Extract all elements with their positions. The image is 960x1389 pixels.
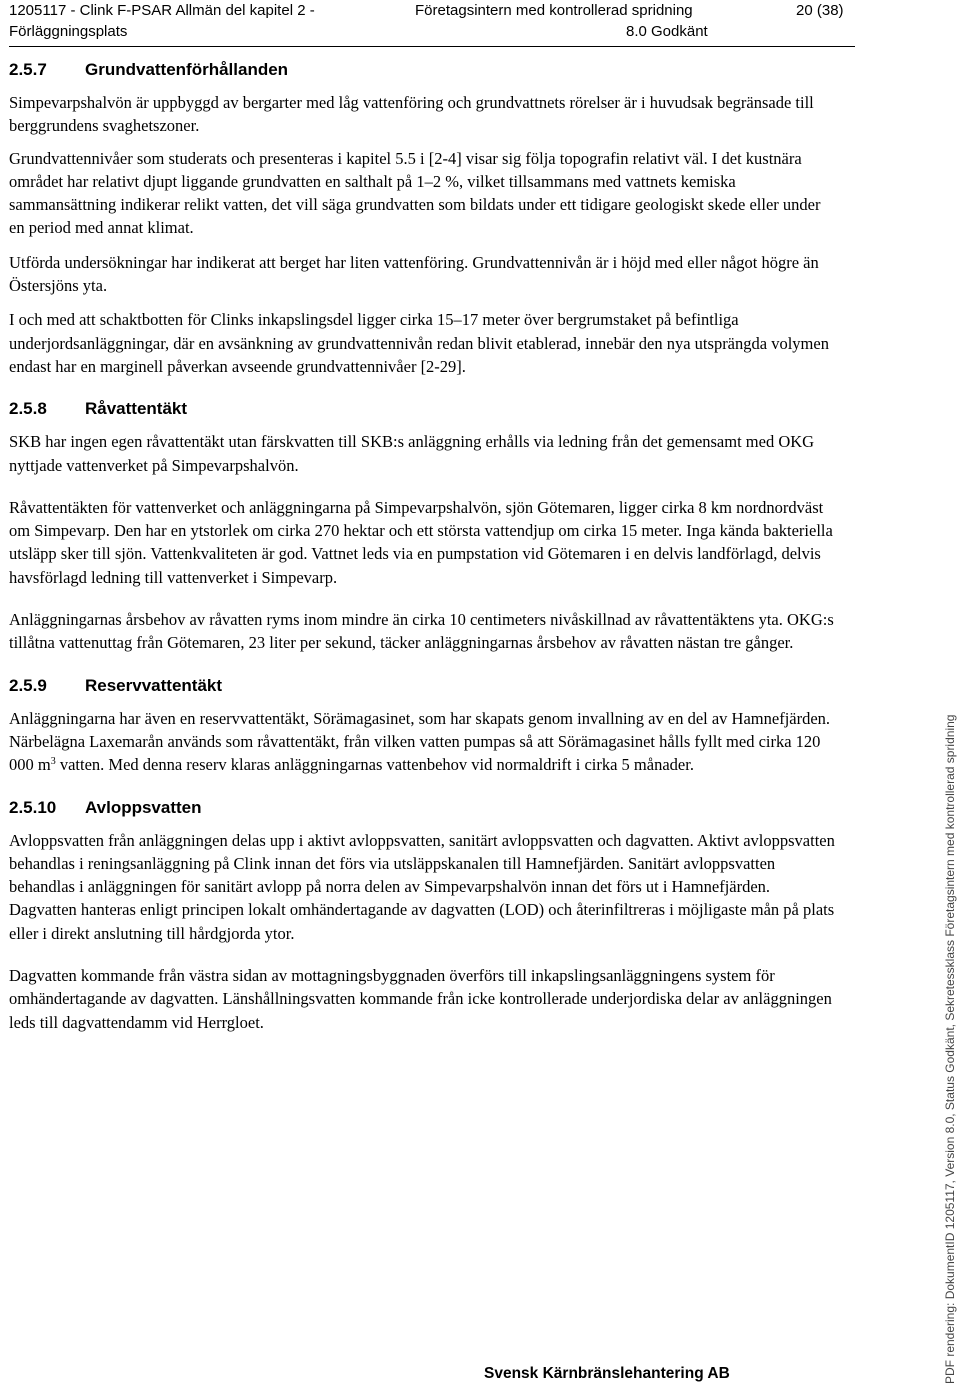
section-number: 2.5.10 <box>9 797 57 817</box>
paragraph: SKB har ingen egen råvattentäkt utan färskvatten till SKB:s anläggning erhålls via ledning från det gemensamt med OKG nyttjade vattenverket på Simpevarpshalvön. <box>9 432 815 475</box>
paragraph: Dagvatten kommande från västra sidan av mottagningsbyggnaden överförs till inkapslingsanläggningens system för omhändertagande av dagvatten. Länshållningsvatten kommande från icke kontrollerade underjordiska delar av anläggningen leds till dagvattendamm vid Herrgloet. <box>9 966 832 1032</box>
section-title: Råvattentäkt <box>85 399 188 419</box>
sidebar-text: PDF rendering: DokumentID 1205117, Version 8.0, Status Godkänt, Sekretessklass Företagsintern med kontrollerad spridning <box>943 714 957 1384</box>
section-number: 2.5.8 <box>9 399 47 419</box>
superscript: 3 <box>50 756 56 768</box>
section-number: 2.5.9 <box>9 675 47 695</box>
paragraph: Råvattentäkten för vattenverket och anläggningarna på Simpevarpshalvön, sjön Götemaren, ligger cirka 8 km nordnordväst om Simpevarp. Den har en ytstorlek om cirka 270 hektar och ett största vattendjup om cirka 15 meter. Inga kända bakteriella utsläpp sker till sjön. Vattenkvaliteten är god. Vattnet leds via en pumpstation vid Götemaren i en delvis landförlagd, delvis havsförlagd ledning till vattenverket i Simpevarp. <box>9 497 833 587</box>
header-doc-line-2: Förläggningsplats <box>9 23 128 40</box>
document-body <box>9 58 839 1034</box>
header-doc-line-1: 1205117 - Clink F-PSAR Allmän del kapitel 2 - <box>9 2 315 19</box>
paragraph: Simpevarpshalvön är uppbyggd av bergarter med låg vattenföring och grundvattnets rörelser är i huvudsak begränsade till berggrundens svaghetszoner. <box>9 93 814 136</box>
section-title: Grundvattenförhållanden <box>85 60 289 79</box>
section-heading <box>9 397 839 421</box>
header-document-title <box>9 0 315 42</box>
paragraph: Utförda undersökningar har indikerat att berget har liten vattenföring. Grundvattennivån är i höjd med eller något högre än Östersjöns yta. <box>9 252 819 296</box>
section-heading <box>9 674 839 698</box>
section-title: Reservvattentäkt <box>85 675 223 695</box>
section-number: 2.5.7 <box>9 60 47 79</box>
section-heading <box>9 58 839 82</box>
paragraph: Grundvattennivåer som studerats och presenteras i kapitel 5.5 i [2-4] visar sig följa topografin relativt väl. I det kustnära området har relativt djupt liggande grundvatten en salthalt på 1–2 %, vilket tillsammans med vattnets kemiska sammansättning indikerar relikt vatten, det vill säga grundvatten som bildats under ett tidigare geologiskt skede eller under en period med annat klimat. <box>9 148 821 238</box>
paragraph-text: Anläggningarna har även en reservvattentäkt, Sörämagasinet, som har skapats genom invallning av en del av Hamnefjärden. Närbelägna Laxemarån används som råvattentäkt, från vilken vatten pumpas så att Sörämagasinet hålls fyllt med cirka 120 000 m <box>9 708 831 775</box>
section-title: Avloppsvatten <box>85 797 202 817</box>
footer-company: Svensk Kärnbränslehantering AB <box>484 1365 730 1382</box>
paragraph-text: vatten. Med denna reserv klaras anläggningarnas vattenbehov vid normaldrift i cirka 5 månader. <box>55 755 694 775</box>
header-classification-line-1: Företagsintern med kontrollerad spridning <box>415 2 693 19</box>
paragraph: Anläggningarnas årsbehov av råvatten ryms inom mindre än cirka 10 centimeters nivåskillnad av råvattentäktens yta. OKG:s tillåtna vattenuttag från Götemaren, 23 liter per sekund, täcker anläggningarnas årsbehov av råvatten nästan tre gånger. <box>9 610 834 653</box>
section-heading <box>9 796 839 820</box>
header-divider <box>9 46 855 47</box>
header-classification-line-2: 8.0 Godkänt <box>626 23 708 40</box>
paragraph <box>9 707 839 777</box>
paragraph: I och med att schaktbotten för Clinks inkapslingsdel ligger cirka 15–17 meter över bergrumstaket på befintliga underjordsanläggningar, där en avsänkning av grundvattennivån redan blivit etablerad, innebär den nya utsprängda volymen endast har en marginell påverkan avseende grundvattennivåer [2-29]. <box>9 310 829 376</box>
header-classification <box>415 0 708 42</box>
page-number: 20 (38) <box>796 2 844 19</box>
paragraph: Avloppsvatten från anläggningen delas upp i aktivt avloppsvatten, sanitärt avloppsvatten och dagvatten. Aktivt avloppsvatten behandlas i reningsanläggning på Clink innan det förs via utsläppskanalen till Hamnefjärden. Sanitärt avloppsvatten behandlas i anläggningen för sanitärt avlopp på norra delen av Simpevarpshalvön innan det förs ut i Hamnefjärden. Dagvatten hanteras enligt principen lokalt omhändertagande av dagvatten (LOD) och återinfiltreras i möjligaste mån på plats eller i direkt anslutning till hårdgjorda ytor. <box>9 830 835 943</box>
